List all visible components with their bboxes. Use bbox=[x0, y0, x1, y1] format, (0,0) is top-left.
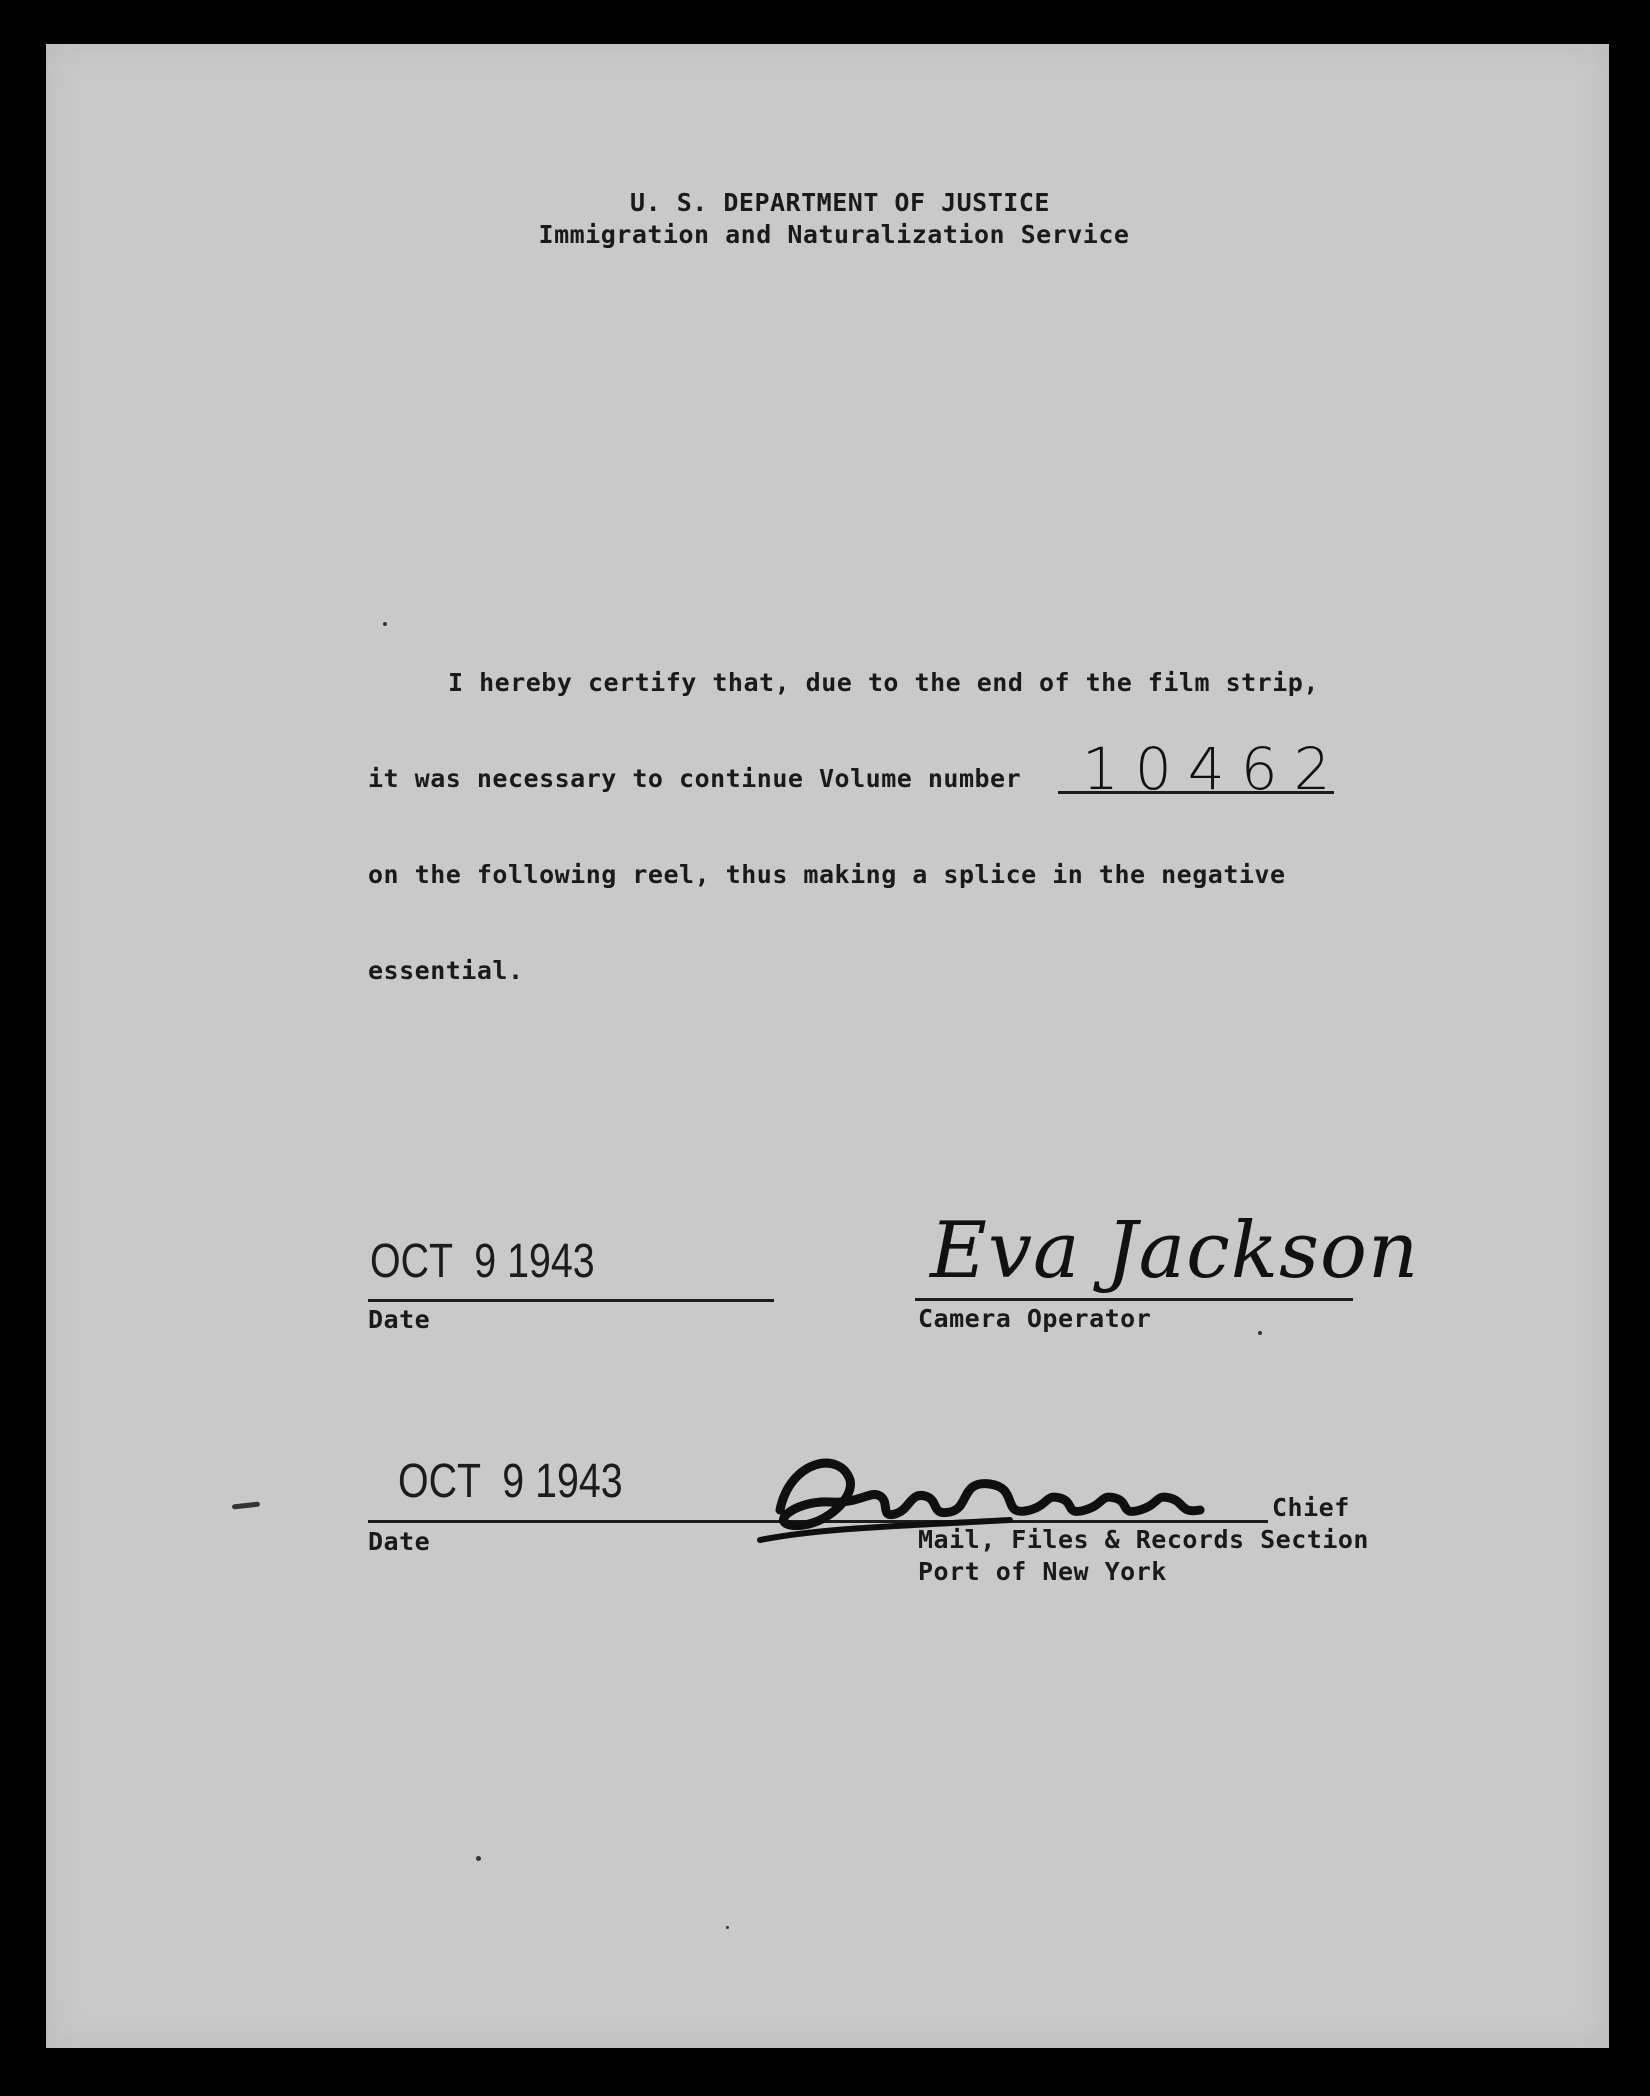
operator-date-line bbox=[368, 1299, 774, 1302]
chief-title-line-2: Mail, Files & Records Section bbox=[918, 1525, 1369, 1554]
certification-line-3: on the following reel, thus making a splice in the negative bbox=[368, 860, 1286, 889]
speck-mark bbox=[476, 1856, 481, 1861]
certification-line-4: essential. bbox=[368, 956, 524, 985]
operator-title-label: Camera Operator bbox=[918, 1304, 1152, 1333]
certification-line-2: it was necessary to continue Volume number bbox=[368, 764, 1022, 793]
operator-date-label: Date bbox=[368, 1305, 431, 1334]
speck-mark bbox=[1258, 1331, 1262, 1335]
document-page bbox=[46, 44, 1609, 2048]
certification-line-1: I hereby certify that, due to the end of the film strip, bbox=[448, 668, 1319, 697]
chief-title-line-3: Port of New York bbox=[918, 1557, 1167, 1586]
chief-date-stamp: OCT 9 1943 bbox=[398, 1455, 623, 1508]
chief-title-line-1: Chief bbox=[1272, 1493, 1350, 1522]
department-heading: U. S. DEPARTMENT OF JUSTICE bbox=[630, 188, 1050, 217]
operator-date-stamp: OCT 9 1943 bbox=[370, 1235, 595, 1288]
chief-date-label: Date bbox=[368, 1527, 431, 1556]
service-heading: Immigration and Naturalization Service bbox=[538, 220, 1130, 249]
operator-signature: Eva Jackson bbox=[930, 1206, 1420, 1296]
operator-signature-line bbox=[915, 1298, 1353, 1301]
volume-number-handwritten: 10462 bbox=[1082, 735, 1347, 803]
speck-mark bbox=[726, 1926, 729, 1929]
speck-mark bbox=[383, 622, 387, 626]
